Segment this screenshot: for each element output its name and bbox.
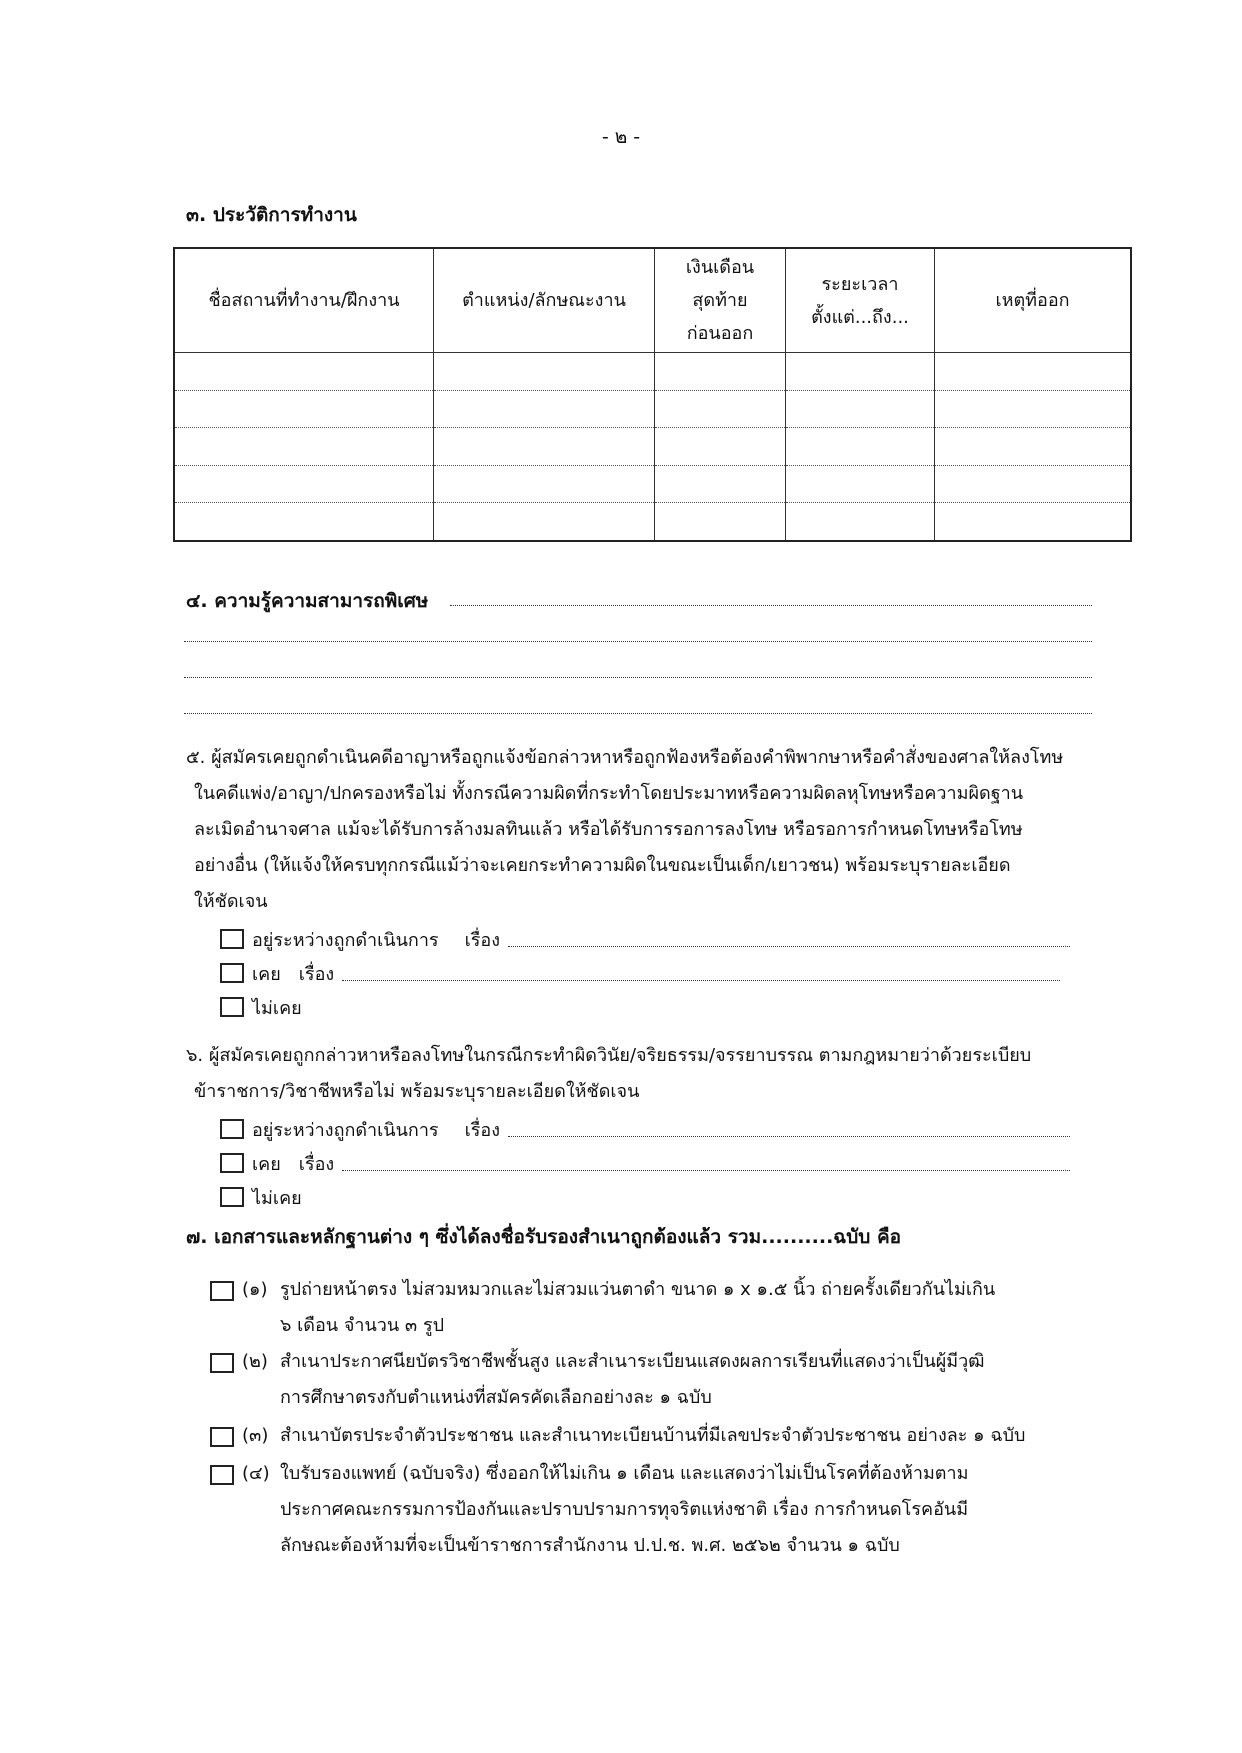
table-cell[interactable] <box>786 390 935 428</box>
work-history-table <box>173 247 1132 542</box>
table-row <box>174 390 1131 428</box>
table-header-row <box>174 248 1131 353</box>
document-item-3: (๓) สำเนาบัตรประจำตัวประชาชน และสำเนาทะเบียนบ้านที่มีเลขประจำตัวประชาชน อย่างละ ๑ ฉบับ <box>210 1418 1110 1454</box>
table-cell[interactable] <box>434 353 655 391</box>
table-cell[interactable] <box>935 428 1132 466</box>
section-6-line-2: ข้าราชการ/วิชาชีพหรือไม่ พร้อมระบุรายละเอียดให้ชัดเจน <box>194 1081 640 1102</box>
fill-line[interactable] <box>450 605 1092 606</box>
table-cell[interactable] <box>786 428 935 466</box>
table-cell[interactable] <box>174 465 434 503</box>
table-cell[interactable] <box>935 390 1132 428</box>
table-cell[interactable] <box>174 390 434 428</box>
checkbox[interactable] <box>210 1465 234 1485</box>
table-row <box>174 503 1131 541</box>
checkbox[interactable] <box>220 1119 244 1139</box>
table-row <box>174 353 1131 391</box>
section-5-line-2: ในคดีแพ่ง/อาญา/ปกครองหรือไม่ ทั้งกรณีความผิดที่กระทำโดยประมาทหรือความผิดลหุโทษหรือความผิดฐาน <box>194 783 1024 804</box>
table-cell[interactable] <box>434 390 655 428</box>
table-cell[interactable] <box>786 465 935 503</box>
table-cell[interactable] <box>655 428 786 466</box>
table-cell[interactable] <box>655 353 786 391</box>
fill-line[interactable] <box>342 980 1060 981</box>
table-cell[interactable] <box>935 353 1132 391</box>
col-header-last-salary: เงินเดือน สุดท้าย ก่อนออก <box>655 248 786 353</box>
table-cell[interactable] <box>655 390 786 428</box>
section-6-line-1: ๖. ผู้สมัครเคยถูกกล่าวหาหรือลงโทษในกรณีกระทำผิดวินัย/จริยธรรม/จรรยาบรรณ ตามกฎหมายว่าด้วยระเบียบ <box>186 1045 1032 1066</box>
checkbox[interactable] <box>220 1187 244 1207</box>
checkbox[interactable] <box>210 1353 234 1373</box>
fill-line[interactable] <box>184 677 1092 678</box>
document-item-2: (๒) สำเนาประกาศนียบัตรวิชาชีพชั้นสูง และสำเนาระเบียนแสดงผลการเรียนที่แสดงว่าเป็นผู้มีวุฒิ การศึกษาตรงกับตำแหน่งที่สมัครคัดเลือกอย่างละ ๑ ฉบับ <box>210 1344 1110 1416</box>
col-header-duration: ระยะเวลา ตั้งแต่...ถึง... <box>786 248 935 353</box>
table-cell[interactable] <box>786 503 935 541</box>
fill-line[interactable] <box>342 1170 1070 1171</box>
table-cell[interactable] <box>935 503 1132 541</box>
s6-option-no: ไม่เคย <box>220 1182 302 1212</box>
fill-line[interactable] <box>508 1136 1070 1137</box>
section-5-line-1: ๕. ผู้สมัครเคยถูกดำเนินคดีอาญาหรือถูกแจ้งข้อกล่าวหาหรือถูกฟ้องหรือต้องคำพิพากษาหรือคำสั่งของศาลให้ลงโทษ <box>186 747 1064 768</box>
table-cell[interactable] <box>935 465 1132 503</box>
document-item-1: (๑) รูปถ่ายหน้าตรง ไม่สวมหมวกและไม่สวมแว่นตาดำ ขนาด ๑ x ๑.๕ นิ้ว ถ่ายครั้งเดียวกันไม่เกิน ๖ เดือน จำนวน ๓ รูป <box>210 1272 1110 1344</box>
document-item-4: (๔) ใบรับรองแพทย์ (ฉบับจริง) ซึ่งออกให้ไม่เกิน ๑ เดือน และแสดงว่าไม่เป็นโรคที่ต้องห้ามตาม ประกาศคณะกรรมการป้องกันและปราบปรามการทุจริตแห่งชาติ เรื่อง การกำหนดโรคอันมี ลักษณะต้องห้ามที่จะเป็นข้าราชการสำนักงาน ป.ป.ช. พ.ศ. ๒๕๖๒ จำนวน ๑ ฉบับ <box>210 1456 1110 1564</box>
table-cell[interactable] <box>655 503 786 541</box>
s5-option-pending: อยู่ระหว่างถูกดำเนินการ เรื่อง <box>220 924 1070 954</box>
fill-line[interactable] <box>184 713 1092 714</box>
section-5-line-4: อย่างอื่น (ให้แจ้งให้ครบทุกกรณีแม้ว่าจะเคยกระทำความผิดในขณะเป็นเด็ก/เยาวชน) พร้อมระบุรายละเอียด <box>194 855 1011 876</box>
col-header-workplace: ชื่อสถานที่ทำงาน/ฝึกงาน <box>174 248 434 353</box>
checkbox[interactable] <box>220 997 244 1017</box>
col-header-position: ตำแหน่ง/ลักษณะงาน <box>434 248 655 353</box>
page-number: - ๒ - <box>601 126 641 148</box>
table-cell[interactable] <box>174 428 434 466</box>
s5-option-yes: เคย เรื่อง <box>220 958 1060 988</box>
section-5-line-5: ให้ชัดเจน <box>194 891 268 912</box>
checkbox[interactable] <box>210 1281 234 1301</box>
checkbox[interactable] <box>220 1153 244 1173</box>
col-header-reason-left: เหตุที่ออก <box>935 248 1132 353</box>
table-cell[interactable] <box>434 503 655 541</box>
checkbox[interactable] <box>210 1427 234 1447</box>
table-cell[interactable] <box>786 353 935 391</box>
section-5-line-3: ละเมิดอำนาจศาล แม้จะได้รับการล้างมลทินแล้ว หรือได้รับการรอการลงโทษ หรือรอการกำหนดโทษหรือโทษ <box>194 819 1023 840</box>
table-cell[interactable] <box>434 465 655 503</box>
fill-line[interactable] <box>184 641 1092 642</box>
table-cell[interactable] <box>434 428 655 466</box>
table-cell[interactable] <box>655 465 786 503</box>
table-row <box>174 465 1131 503</box>
table-cell[interactable] <box>174 503 434 541</box>
section-3-heading: ๓. ประวัติการทำงาน <box>186 204 357 226</box>
fill-line[interactable] <box>508 946 1070 947</box>
section-4-heading: ๔. ความรู้ความสามารถพิเศษ <box>186 590 429 612</box>
s6-option-yes: เคย เรื่อง <box>220 1148 1070 1178</box>
checkbox[interactable] <box>220 963 244 983</box>
table-cell[interactable] <box>174 353 434 391</box>
checkbox[interactable] <box>220 929 244 949</box>
s5-option-no: ไม่เคย <box>220 992 302 1022</box>
table-row <box>174 428 1131 466</box>
s6-option-pending: อยู่ระหว่างถูกดำเนินการ เรื่อง <box>220 1114 1070 1144</box>
section-7-heading: ๗. เอกสารและหลักฐานต่าง ๆ ซึ่งได้ลงชื่อรับรองสำเนาถูกต้องแล้ว รวม..........ฉบับ คือ <box>186 1226 902 1248</box>
